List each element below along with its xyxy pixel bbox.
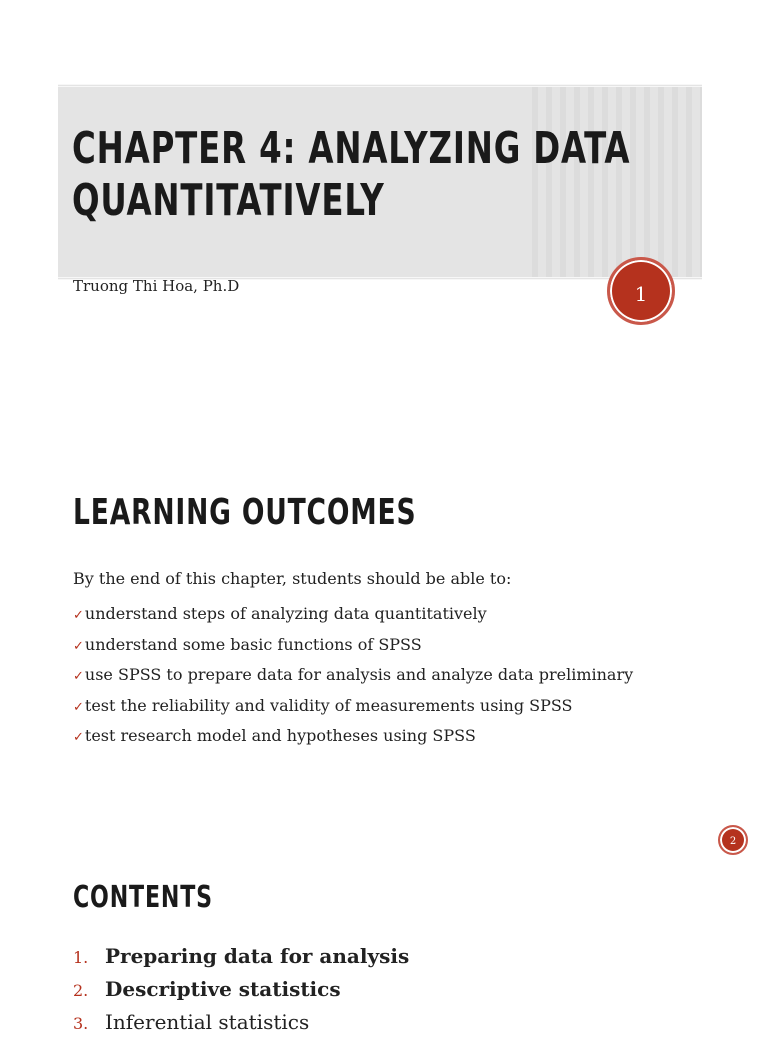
title-band: [58, 84, 702, 280]
list-item: [73, 721, 633, 752]
list-item: [73, 940, 409, 973]
list-item: [73, 660, 633, 691]
learning-outcomes-heading: LEARNING OUTCOMES: [73, 492, 417, 533]
page-number-badge-2: 2: [718, 825, 748, 855]
slide-title-text: [72, 123, 679, 227]
item-label: Inferential statistics: [105, 1010, 310, 1034]
contents-heading: CONTENTS: [73, 880, 213, 915]
list-item: [73, 1006, 409, 1039]
outcome-text: test research model and hypotheses using SPSS: [84, 726, 476, 745]
title-line-1: CHAPTER 4: ANALYZING DATA: [72, 123, 631, 174]
list-item: [73, 973, 409, 1006]
item-label: Descriptive statistics: [105, 977, 341, 1001]
intro-text: By the end of this chapter, students should be able to:: [73, 569, 512, 588]
outcome-text: test the reliability and validity of measurements using SPSS: [84, 695, 573, 715]
outcome-text: use SPSS to prepare data for analysis and analyze data preliminary: [84, 665, 634, 684]
check-icon: ✓: [73, 669, 84, 684]
item-label: Preparing data for analysis: [105, 944, 410, 968]
title-line-2: QUANTITATIVELY: [72, 175, 385, 226]
check-icon: ✓: [73, 730, 84, 745]
list-item: [73, 630, 633, 661]
outcome-text: understand some basic functions of SPSS: [84, 634, 422, 654]
item-number: 2.: [73, 981, 89, 1000]
author-name: Truong Thi Hoa, Ph.D: [73, 277, 240, 295]
list-item: [73, 691, 633, 722]
list-item: [73, 599, 633, 630]
page-number-badge: 1: [607, 257, 675, 325]
slide-title: [0, 0, 768, 400]
check-icon: ✓: [73, 608, 84, 623]
check-icon: ✓: [73, 699, 84, 715]
outcomes-list: [73, 599, 633, 752]
item-number: 1.: [73, 948, 89, 967]
check-icon: ✓: [73, 638, 84, 654]
contents-list: [73, 940, 409, 1039]
item-number: 3.: [73, 1014, 89, 1033]
outcome-text: understand steps of analyzing data quantitatively: [84, 604, 487, 623]
